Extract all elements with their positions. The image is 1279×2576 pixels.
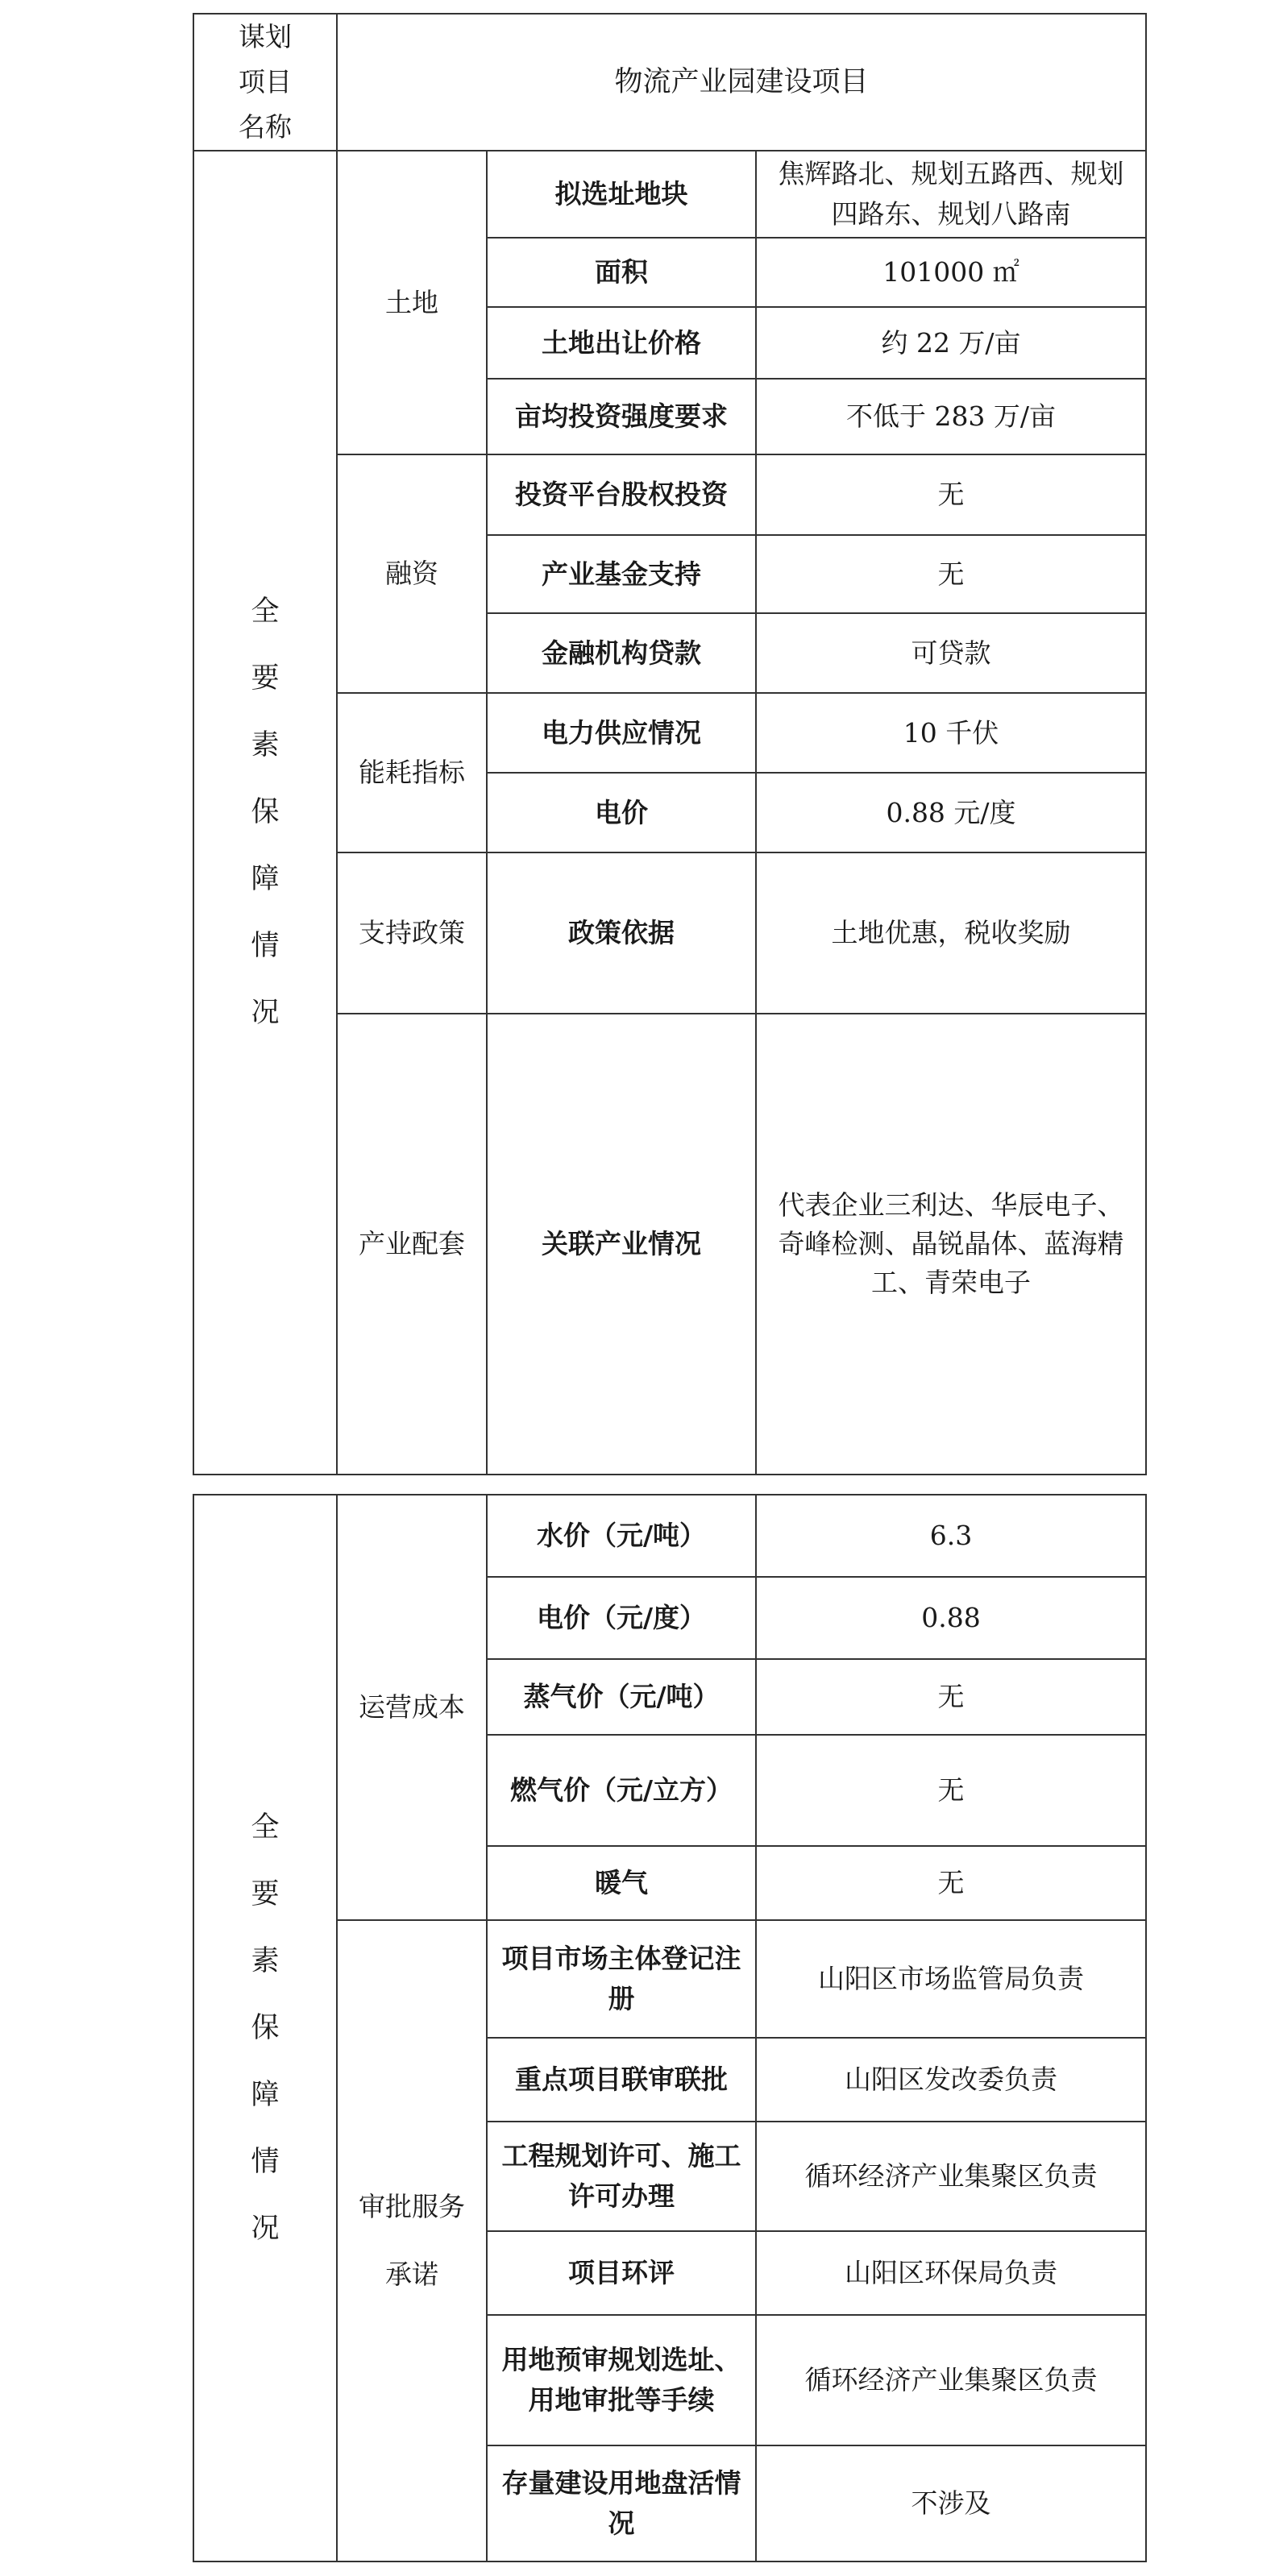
category-finance: 融资 <box>337 454 487 693</box>
item-value: 10 千伏 <box>756 693 1146 773</box>
item-label: 项目市场主体登记注册 <box>487 1920 756 2038</box>
item-label: 土地出让价格 <box>487 307 756 379</box>
item-label: 电力供应情况 <box>487 693 756 773</box>
item-value: 山阳区发改委负责 <box>756 2038 1146 2122</box>
item-value: 土地优惠，税收奖励 <box>756 852 1146 1014</box>
item-value: 无 <box>756 535 1146 613</box>
item-value: 可贷款 <box>756 613 1146 693</box>
section-label-guarantee: 全 要 素 保 障 情 况 <box>193 151 337 1475</box>
item-label: 面积 <box>487 238 756 307</box>
item-label: 蒸气价（元/吨） <box>487 1659 756 1735</box>
item-value: 不低于 283 万/亩 <box>756 379 1146 454</box>
item-label: 拟选址地块 <box>487 151 756 238</box>
item-value: 山阳区市场监管局负责 <box>756 1920 1146 2038</box>
item-value: 循环经济产业集聚区负责 <box>756 2122 1146 2231</box>
item-value: 101000 ㎡ <box>756 238 1146 307</box>
item-value: 焦辉路北、规划五路西、规划四路东、规划八路南 <box>756 151 1146 238</box>
item-label: 关联产业情况 <box>487 1014 756 1475</box>
project-table-top <box>193 13 1147 1475</box>
item-label: 项目环评 <box>487 2231 756 2315</box>
item-label: 电价 <box>487 773 756 852</box>
category-approval-service: 审批服务承诺 <box>337 1920 487 2561</box>
item-label: 电价（元/度） <box>487 1577 756 1659</box>
item-label: 产业基金支持 <box>487 535 756 613</box>
item-label: 工程规划许可、施工许可办理 <box>487 2122 756 2231</box>
item-value: 0.88 <box>756 1577 1146 1659</box>
category-policy: 支持政策 <box>337 852 487 1014</box>
item-value: 约 22 万/亩 <box>756 307 1146 379</box>
section-label-guarantee: 全 要 素 保 障 情 况 <box>193 1495 337 2561</box>
item-label: 政策依据 <box>487 852 756 1014</box>
item-label: 水价（元/吨） <box>487 1495 756 1577</box>
item-value: 代表企业三利达、华辰电子、奇峰检测、晶锐晶体、蓝海精工、青荣电子 <box>756 1014 1146 1475</box>
project-name-value: 物流产业园建设项目 <box>337 14 1146 151</box>
item-value: 0.88 元/度 <box>756 773 1146 852</box>
category-energy: 能耗指标 <box>337 693 487 852</box>
category-industry: 产业配套 <box>337 1014 487 1475</box>
item-value: 山阳区环保局负责 <box>756 2231 1146 2315</box>
project-table-bottom <box>193 1494 1147 2562</box>
item-label: 暖气 <box>487 1846 756 1920</box>
item-label: 重点项目联审联批 <box>487 2038 756 2122</box>
category-operating-cost: 运营成本 <box>337 1495 487 1920</box>
item-value: 无 <box>756 1735 1146 1846</box>
item-value: 无 <box>756 454 1146 535</box>
item-label: 燃气价（元/立方） <box>487 1735 756 1846</box>
item-label: 存量建设用地盘活情况 <box>487 2445 756 2561</box>
item-value: 无 <box>756 1659 1146 1735</box>
project-name-label: 谋划项目名称 <box>193 14 337 151</box>
item-label: 亩均投资强度要求 <box>487 379 756 454</box>
item-value: 6.3 <box>756 1495 1146 1577</box>
item-value: 无 <box>756 1846 1146 1920</box>
item-value: 不涉及 <box>756 2445 1146 2561</box>
item-label: 用地预审规划选址、用地审批等手续 <box>487 2315 756 2445</box>
item-value: 循环经济产业集聚区负责 <box>756 2315 1146 2445</box>
item-label: 金融机构贷款 <box>487 613 756 693</box>
item-label: 投资平台股权投资 <box>487 454 756 535</box>
category-land: 土地 <box>337 151 487 454</box>
